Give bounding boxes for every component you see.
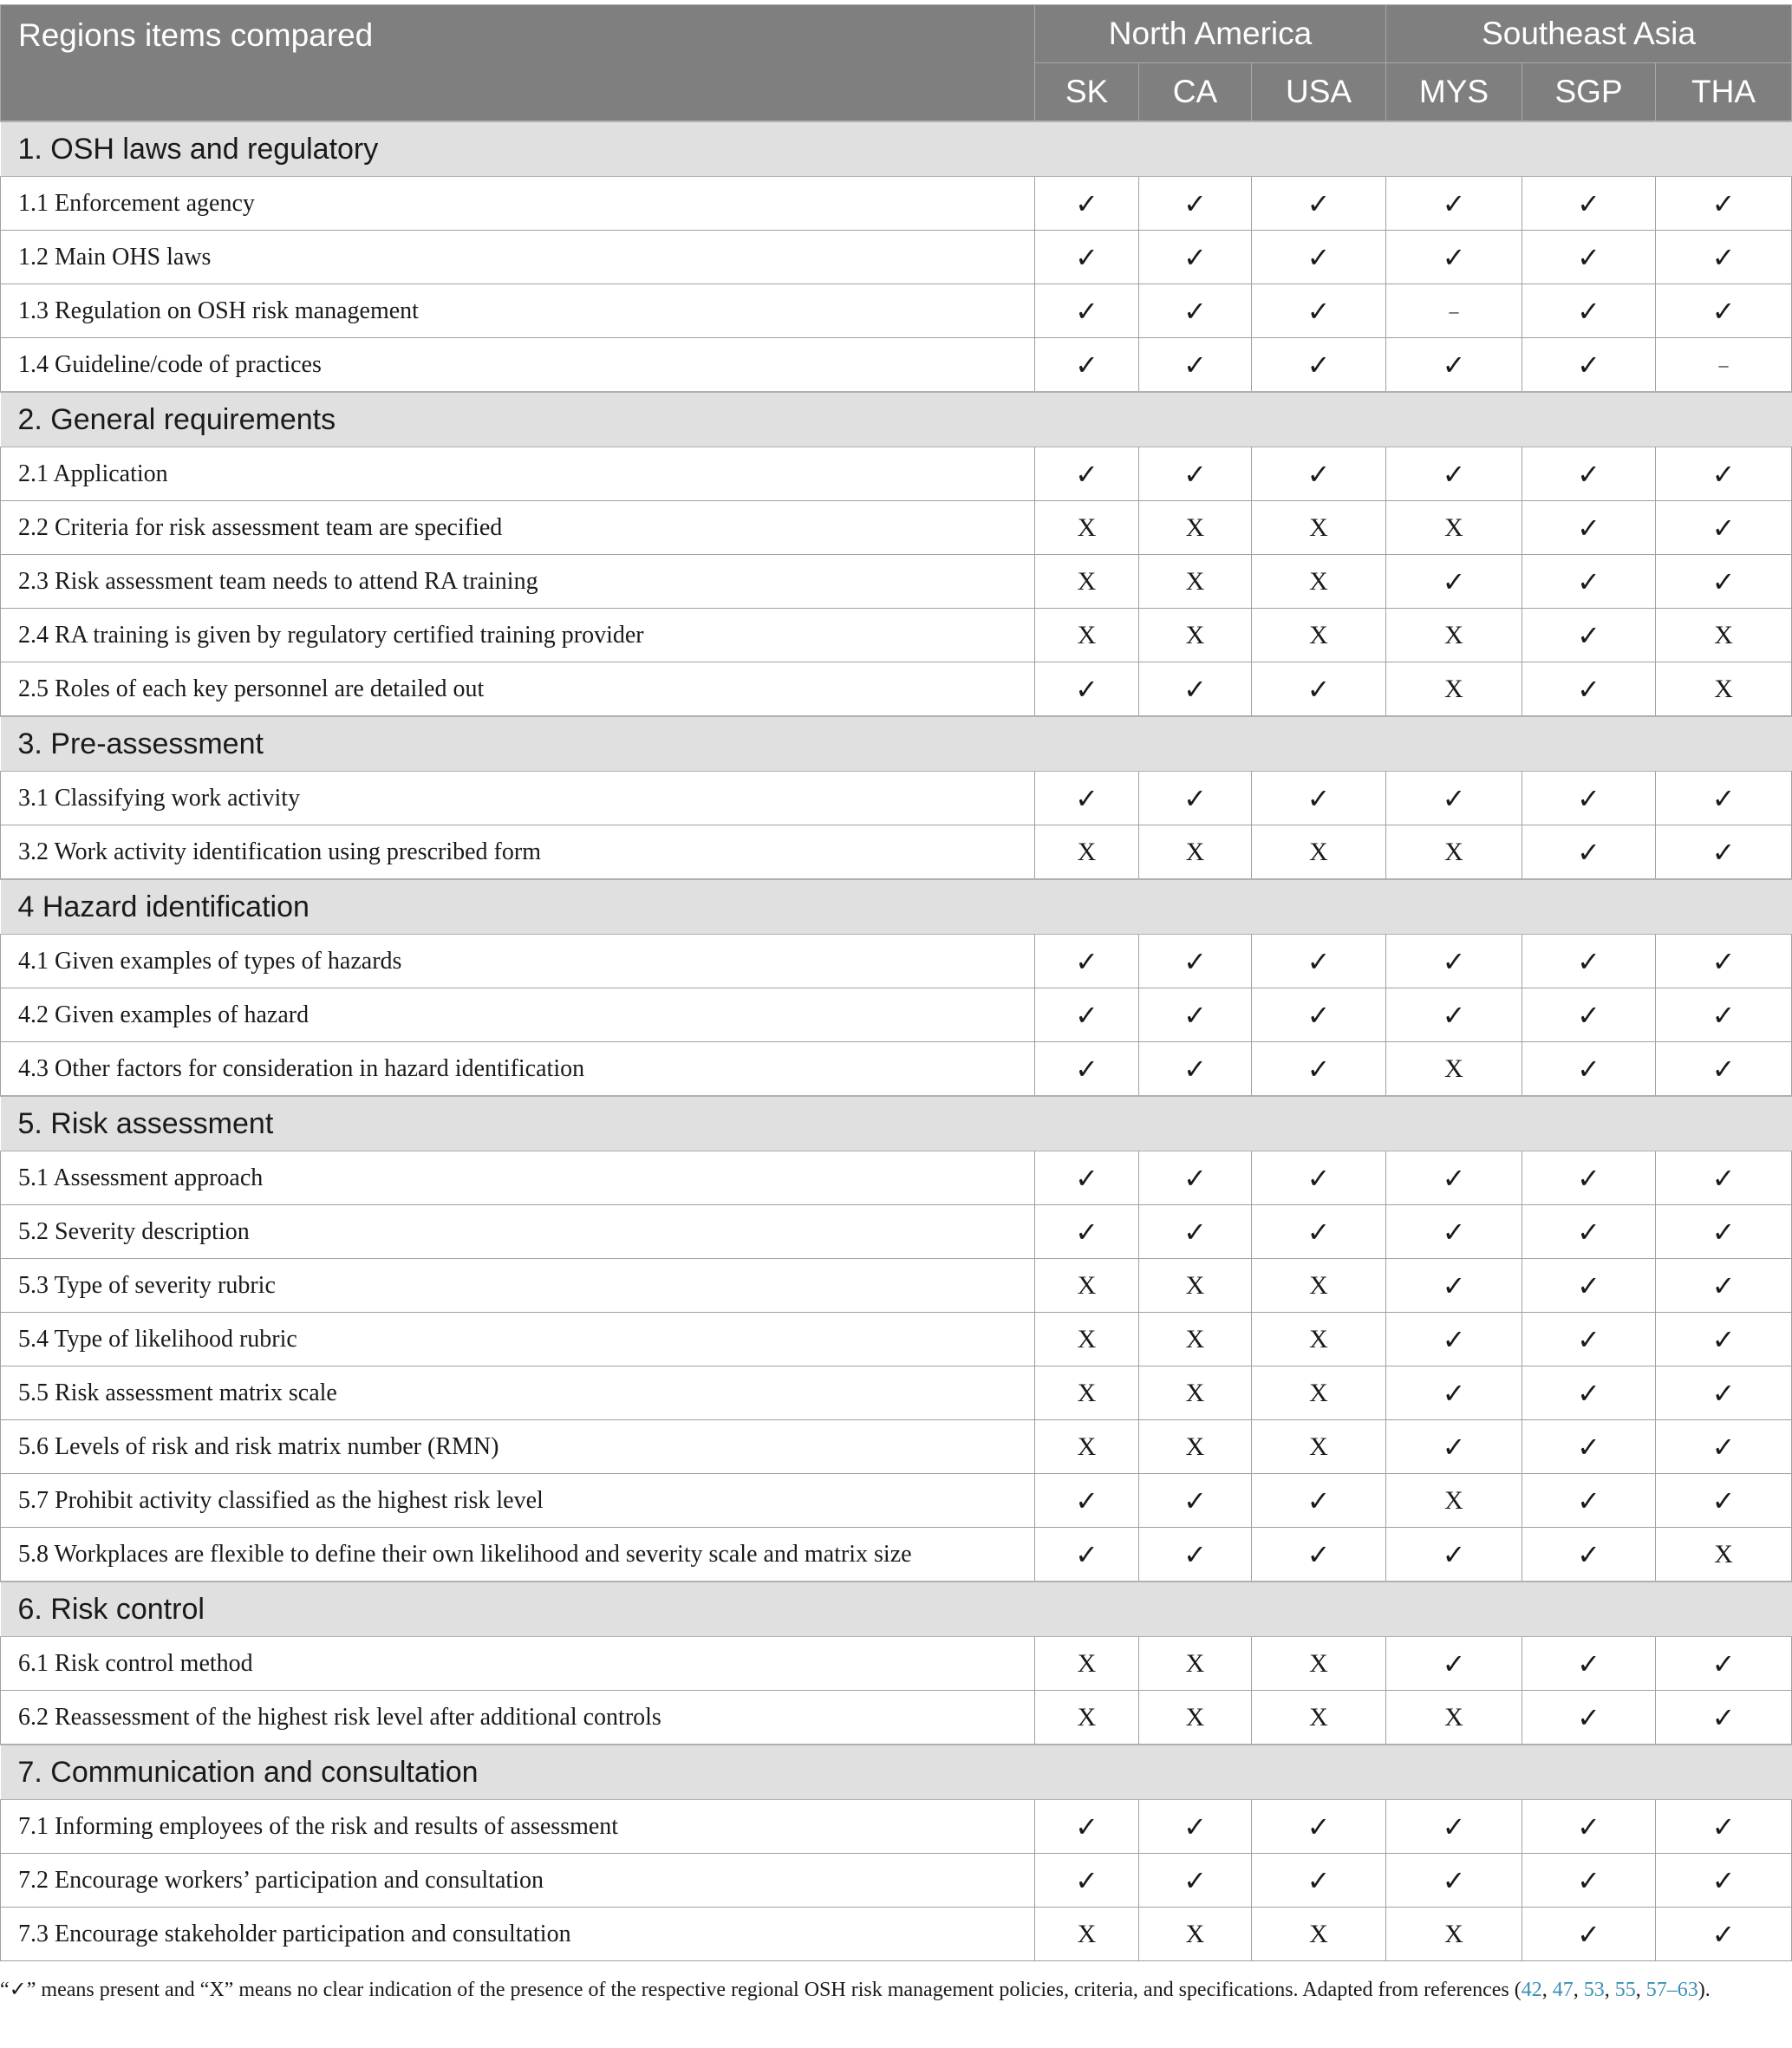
x-mark: X xyxy=(1252,1420,1386,1474)
x-mark: X xyxy=(1139,1420,1252,1474)
check-icon: ✓ xyxy=(1522,1151,1656,1205)
section-row xyxy=(1,879,1792,935)
section-row xyxy=(1,1096,1792,1151)
x-mark: X xyxy=(1139,1313,1252,1366)
check-icon: ✓ xyxy=(1139,231,1252,284)
check-icon: ✓ xyxy=(1386,1205,1522,1259)
x-mark: X xyxy=(1252,1366,1386,1420)
check-icon: ✓ xyxy=(1522,988,1656,1042)
check-icon: ✓ xyxy=(1522,1205,1656,1259)
check-icon: ✓ xyxy=(1252,1800,1386,1854)
check-icon: ✓ xyxy=(1522,1691,1656,1745)
x-mark: X xyxy=(1035,555,1139,609)
check-icon: ✓ xyxy=(1035,1800,1139,1854)
footnote-ref-link[interactable]: 53 xyxy=(1583,1979,1605,2001)
section-title: 3. Pre-assessment xyxy=(1,716,1792,772)
section-row xyxy=(1,1745,1792,1800)
check-icon: ✓ xyxy=(1656,1042,1792,1097)
check-icon: ✓ xyxy=(1252,284,1386,338)
check-icon: ✓ xyxy=(1386,935,1522,988)
check-icon: ✓ xyxy=(1252,1205,1386,1259)
row-label: 2.2 Criteria for risk assessment team are specified xyxy=(1,501,1035,555)
check-icon: ✓ xyxy=(1386,772,1522,825)
check-icon: ✓ xyxy=(1139,1205,1252,1259)
x-mark: X xyxy=(1035,1259,1139,1313)
table-row xyxy=(1,1313,1792,1366)
check-icon: ✓ xyxy=(1522,177,1656,231)
x-mark: X xyxy=(1139,555,1252,609)
check-icon: ✓ xyxy=(1035,1528,1139,1582)
check-icon: ✓ xyxy=(1139,284,1252,338)
check-icon: ✓ xyxy=(1656,1151,1792,1205)
check-icon: ✓ xyxy=(1522,825,1656,880)
check-icon: ✓ xyxy=(1522,284,1656,338)
x-mark: X xyxy=(1252,501,1386,555)
row-label: 4.2 Given examples of hazard xyxy=(1,988,1035,1042)
check-icon: ✓ xyxy=(1386,1854,1522,1908)
table-row xyxy=(1,1042,1792,1097)
check-icon: ✓ xyxy=(1035,447,1139,501)
check-icon: ✓ xyxy=(1252,447,1386,501)
footnote-text: “✓” means present and “X” means no clear indication of the presence of the respective regional OSH risk management policies, criteria, and specifications. Adapted from references ( xyxy=(0,1979,1522,2001)
check-icon: ✓ xyxy=(1139,935,1252,988)
check-icon: ✓ xyxy=(1656,177,1792,231)
x-mark: X xyxy=(1386,825,1522,880)
x-mark: X xyxy=(1656,609,1792,662)
check-icon: ✓ xyxy=(1139,447,1252,501)
check-icon: ✓ xyxy=(1035,935,1139,988)
check-icon: ✓ xyxy=(1386,1420,1522,1474)
x-mark: X xyxy=(1252,1259,1386,1313)
check-icon: ✓ xyxy=(1035,231,1139,284)
table-row xyxy=(1,1259,1792,1313)
row-label: 1.2 Main OHS laws xyxy=(1,231,1035,284)
check-icon: ✓ xyxy=(1386,555,1522,609)
check-icon: ✓ xyxy=(1656,1313,1792,1366)
footnote-ref-link[interactable]: 57–63 xyxy=(1645,1979,1698,2001)
check-icon: ✓ xyxy=(1252,772,1386,825)
check-icon: ✓ xyxy=(1656,1474,1792,1528)
section-row xyxy=(1,121,1792,177)
table-row xyxy=(1,825,1792,880)
check-icon: ✓ xyxy=(1522,1313,1656,1366)
country-header-tha: THA xyxy=(1656,63,1792,122)
row-label: 2.5 Roles of each key personnel are detailed out xyxy=(1,662,1035,717)
check-icon: ✓ xyxy=(1386,338,1522,393)
check-icon: ✓ xyxy=(1656,447,1792,501)
x-mark: X xyxy=(1035,501,1139,555)
x-mark: X xyxy=(1035,609,1139,662)
comparison-table-wrapper xyxy=(0,4,1792,1961)
check-icon: ✓ xyxy=(1522,662,1656,717)
check-icon: ✓ xyxy=(1522,772,1656,825)
section-title: 6. Risk control xyxy=(1,1582,1792,1637)
x-mark: X xyxy=(1035,1637,1139,1691)
row-label: 4.1 Given examples of types of hazards xyxy=(1,935,1035,988)
check-icon: ✓ xyxy=(1252,1042,1386,1097)
check-icon: ✓ xyxy=(1035,1474,1139,1528)
row-label: 5.1 Assessment approach xyxy=(1,1151,1035,1205)
check-icon: ✓ xyxy=(1252,662,1386,717)
check-icon: ✓ xyxy=(1656,555,1792,609)
x-mark: X xyxy=(1386,662,1522,717)
check-icon: ✓ xyxy=(1252,988,1386,1042)
check-icon: ✓ xyxy=(1656,1691,1792,1745)
check-icon: ✓ xyxy=(1522,338,1656,393)
check-icon: ✓ xyxy=(1656,1259,1792,1313)
x-mark: X xyxy=(1386,1474,1522,1528)
x-mark: X xyxy=(1252,1908,1386,1961)
check-icon: ✓ xyxy=(1035,1151,1139,1205)
section-title: 7. Communication and consultation xyxy=(1,1745,1792,1800)
check-icon: ✓ xyxy=(1386,231,1522,284)
table-row xyxy=(1,935,1792,988)
table-row xyxy=(1,284,1792,338)
check-icon: ✓ xyxy=(1656,825,1792,880)
row-label: 7.3 Encourage stakeholder participation and consultation xyxy=(1,1908,1035,1961)
section-title: 5. Risk assessment xyxy=(1,1096,1792,1151)
check-icon: ✓ xyxy=(1522,1042,1656,1097)
header-row-regions xyxy=(1,5,1792,63)
check-icon: ✓ xyxy=(1522,447,1656,501)
row-label: 5.7 Prohibit activity classified as the highest risk level xyxy=(1,1474,1035,1528)
check-icon: ✓ xyxy=(1386,1151,1522,1205)
x-mark: X xyxy=(1139,1691,1252,1745)
check-icon: ✓ xyxy=(1522,1259,1656,1313)
row-label: 2.4 RA training is given by regulatory certified training provider xyxy=(1,609,1035,662)
check-icon: ✓ xyxy=(1522,555,1656,609)
x-mark: X xyxy=(1386,1908,1522,1961)
x-mark: X xyxy=(1139,1637,1252,1691)
check-icon: ✓ xyxy=(1656,1205,1792,1259)
region-header-north-america: North America xyxy=(1035,5,1386,63)
check-icon: ✓ xyxy=(1522,231,1656,284)
check-icon: ✓ xyxy=(1656,935,1792,988)
row-label: 1.1 Enforcement agency xyxy=(1,177,1035,231)
check-icon: ✓ xyxy=(1252,177,1386,231)
row-label: 5.2 Severity description xyxy=(1,1205,1035,1259)
check-icon: ✓ xyxy=(1386,447,1522,501)
x-mark: X xyxy=(1035,1420,1139,1474)
check-icon: ✓ xyxy=(1656,231,1792,284)
x-mark: X xyxy=(1252,555,1386,609)
row-label: 7.1 Informing employees of the risk and results of assessment xyxy=(1,1800,1035,1854)
row-label: 4.3 Other factors for consideration in hazard identification xyxy=(1,1042,1035,1097)
x-mark: X xyxy=(1252,1313,1386,1366)
table-row xyxy=(1,1800,1792,1854)
check-icon: ✓ xyxy=(1656,1800,1792,1854)
table-footnote: “✓” means present and “X” means no clear indication of the presence of the respective regional OSH risk management policies, criteria, and specifications. Adapted from references (42, 47, 53, 55, 57–63). xyxy=(0,1979,1711,2001)
check-icon: ✓ xyxy=(1386,1366,1522,1420)
check-icon: ✓ xyxy=(1522,1474,1656,1528)
check-icon: ✓ xyxy=(1386,1528,1522,1582)
country-header-ca: CA xyxy=(1139,63,1252,122)
check-icon: ✓ xyxy=(1386,177,1522,231)
table-row xyxy=(1,1205,1792,1259)
table-row xyxy=(1,1366,1792,1420)
table-row xyxy=(1,662,1792,717)
x-mark: X xyxy=(1035,1691,1139,1745)
comparison-table xyxy=(0,4,1792,1961)
x-mark: X xyxy=(1252,1637,1386,1691)
check-icon: ✓ xyxy=(1656,1366,1792,1420)
check-icon: ✓ xyxy=(1139,338,1252,393)
check-icon: ✓ xyxy=(1386,1313,1522,1366)
check-icon: ✓ xyxy=(1522,1854,1656,1908)
country-header-mys: MYS xyxy=(1386,63,1522,122)
check-icon: ✓ xyxy=(1035,772,1139,825)
row-label: 5.3 Type of severity rubric xyxy=(1,1259,1035,1313)
table-row xyxy=(1,1691,1792,1745)
table-row xyxy=(1,1528,1792,1582)
table-row xyxy=(1,501,1792,555)
row-label: 1.4 Guideline/code of practices xyxy=(1,338,1035,393)
check-icon: ✓ xyxy=(1656,772,1792,825)
row-label: 5.6 Levels of risk and risk matrix number (RMN) xyxy=(1,1420,1035,1474)
check-icon: ✓ xyxy=(1522,609,1656,662)
x-mark: X xyxy=(1035,1366,1139,1420)
table-row xyxy=(1,231,1792,284)
table-row xyxy=(1,447,1792,501)
country-header-sgp: SGP xyxy=(1522,63,1656,122)
check-icon: ✓ xyxy=(1139,662,1252,717)
dash-mark: – xyxy=(1656,338,1792,393)
row-label: 3.2 Work activity identification using prescribed form xyxy=(1,825,1035,880)
footnote-ref-link[interactable]: 47 xyxy=(1552,1979,1574,2001)
row-label: 3.1 Classifying work activity xyxy=(1,772,1035,825)
x-mark: X xyxy=(1139,825,1252,880)
check-icon: ✓ xyxy=(1522,1420,1656,1474)
row-label: 5.5 Risk assessment matrix scale xyxy=(1,1366,1035,1420)
table-row xyxy=(1,1908,1792,1961)
check-icon: ✓ xyxy=(1139,1474,1252,1528)
x-mark: X xyxy=(1139,1259,1252,1313)
row-label: 2.1 Application xyxy=(1,447,1035,501)
dash-mark: – xyxy=(1386,284,1522,338)
check-icon: ✓ xyxy=(1035,662,1139,717)
row-label: 1.3 Regulation on OSH risk management xyxy=(1,284,1035,338)
check-icon: ✓ xyxy=(1386,1259,1522,1313)
check-icon: ✓ xyxy=(1139,1151,1252,1205)
table-body xyxy=(1,121,1792,1961)
x-mark: X xyxy=(1656,662,1792,717)
x-mark: X xyxy=(1656,1528,1792,1582)
x-mark: X xyxy=(1386,1042,1522,1097)
section-title: 4 Hazard identification xyxy=(1,879,1792,935)
check-icon: ✓ xyxy=(1139,1854,1252,1908)
check-icon: ✓ xyxy=(1035,177,1139,231)
x-mark: X xyxy=(1252,1691,1386,1745)
country-header-usa: USA xyxy=(1252,63,1386,122)
x-mark: X xyxy=(1386,609,1522,662)
region-header-southeast-asia: Southeast Asia xyxy=(1386,5,1792,63)
check-icon: ✓ xyxy=(1386,1637,1522,1691)
check-icon: ✓ xyxy=(1035,338,1139,393)
table-row xyxy=(1,1151,1792,1205)
x-mark: X xyxy=(1386,1691,1522,1745)
table-row xyxy=(1,772,1792,825)
check-icon: ✓ xyxy=(1035,1205,1139,1259)
x-mark: X xyxy=(1139,1908,1252,1961)
check-icon: ✓ xyxy=(1386,988,1522,1042)
x-mark: X xyxy=(1139,609,1252,662)
table-row xyxy=(1,177,1792,231)
check-icon: ✓ xyxy=(1522,935,1656,988)
table-row xyxy=(1,609,1792,662)
corner-header: Regions items compared xyxy=(1,5,1035,122)
x-mark: X xyxy=(1035,825,1139,880)
check-icon: ✓ xyxy=(1139,177,1252,231)
country-header-sk: SK xyxy=(1035,63,1139,122)
check-icon: ✓ xyxy=(1656,1420,1792,1474)
check-icon: ✓ xyxy=(1656,1908,1792,1961)
row-label: 5.4 Type of likelihood rubric xyxy=(1,1313,1035,1366)
check-icon: ✓ xyxy=(1656,284,1792,338)
x-mark: X xyxy=(1035,1313,1139,1366)
check-icon: ✓ xyxy=(1139,1042,1252,1097)
check-icon: ✓ xyxy=(1522,501,1656,555)
x-mark: X xyxy=(1386,501,1522,555)
check-icon: ✓ xyxy=(1252,935,1386,988)
x-mark: X xyxy=(1139,1366,1252,1420)
section-row xyxy=(1,716,1792,772)
row-label: 5.8 Workplaces are flexible to define their own likelihood and severity scale and matrix size xyxy=(1,1528,1035,1582)
x-mark: X xyxy=(1252,609,1386,662)
row-label: 7.2 Encourage workers’ participation and consultation xyxy=(1,1854,1035,1908)
table-row xyxy=(1,1420,1792,1474)
section-title: 1. OSH laws and regulatory xyxy=(1,121,1792,177)
check-icon: ✓ xyxy=(1139,1800,1252,1854)
check-icon: ✓ xyxy=(1252,231,1386,284)
check-icon: ✓ xyxy=(1035,1042,1139,1097)
check-icon: ✓ xyxy=(1252,338,1386,393)
check-icon: ✓ xyxy=(1522,1366,1656,1420)
check-icon: ✓ xyxy=(1252,1854,1386,1908)
check-icon: ✓ xyxy=(1035,284,1139,338)
check-icon: ✓ xyxy=(1656,988,1792,1042)
table-row xyxy=(1,338,1792,393)
check-icon: ✓ xyxy=(1252,1151,1386,1205)
table-row xyxy=(1,1474,1792,1528)
check-icon: ✓ xyxy=(1386,1800,1522,1854)
check-icon: ✓ xyxy=(1522,1528,1656,1582)
check-icon: ✓ xyxy=(1139,772,1252,825)
row-label: 2.3 Risk assessment team needs to attend RA training xyxy=(1,555,1035,609)
check-icon: ✓ xyxy=(1522,1800,1656,1854)
check-icon: ✓ xyxy=(1035,988,1139,1042)
table-row xyxy=(1,1854,1792,1908)
section-row xyxy=(1,1582,1792,1637)
footnote-ref-link[interactable]: 42 xyxy=(1521,1979,1542,2001)
check-icon: ✓ xyxy=(1139,988,1252,1042)
x-mark: X xyxy=(1139,501,1252,555)
check-icon: ✓ xyxy=(1035,1854,1139,1908)
check-icon: ✓ xyxy=(1522,1637,1656,1691)
x-mark: X xyxy=(1252,825,1386,880)
table-row xyxy=(1,1637,1792,1691)
check-icon: ✓ xyxy=(1252,1528,1386,1582)
check-icon: ✓ xyxy=(1139,1528,1252,1582)
check-icon: ✓ xyxy=(1522,1908,1656,1961)
footnote-text-end: ). xyxy=(1698,1979,1711,2001)
section-title: 2. General requirements xyxy=(1,392,1792,447)
x-mark: X xyxy=(1035,1908,1139,1961)
check-icon: ✓ xyxy=(1656,1854,1792,1908)
check-icon: ✓ xyxy=(1656,1637,1792,1691)
row-label: 6.1 Risk control method xyxy=(1,1637,1035,1691)
check-icon: ✓ xyxy=(1656,501,1792,555)
section-row xyxy=(1,392,1792,447)
row-label: 6.2 Reassessment of the highest risk level after additional controls xyxy=(1,1691,1035,1745)
footnote-ref-link[interactable]: 55 xyxy=(1614,1979,1636,2001)
table-row xyxy=(1,988,1792,1042)
check-icon: ✓ xyxy=(1252,1474,1386,1528)
table-row xyxy=(1,555,1792,609)
